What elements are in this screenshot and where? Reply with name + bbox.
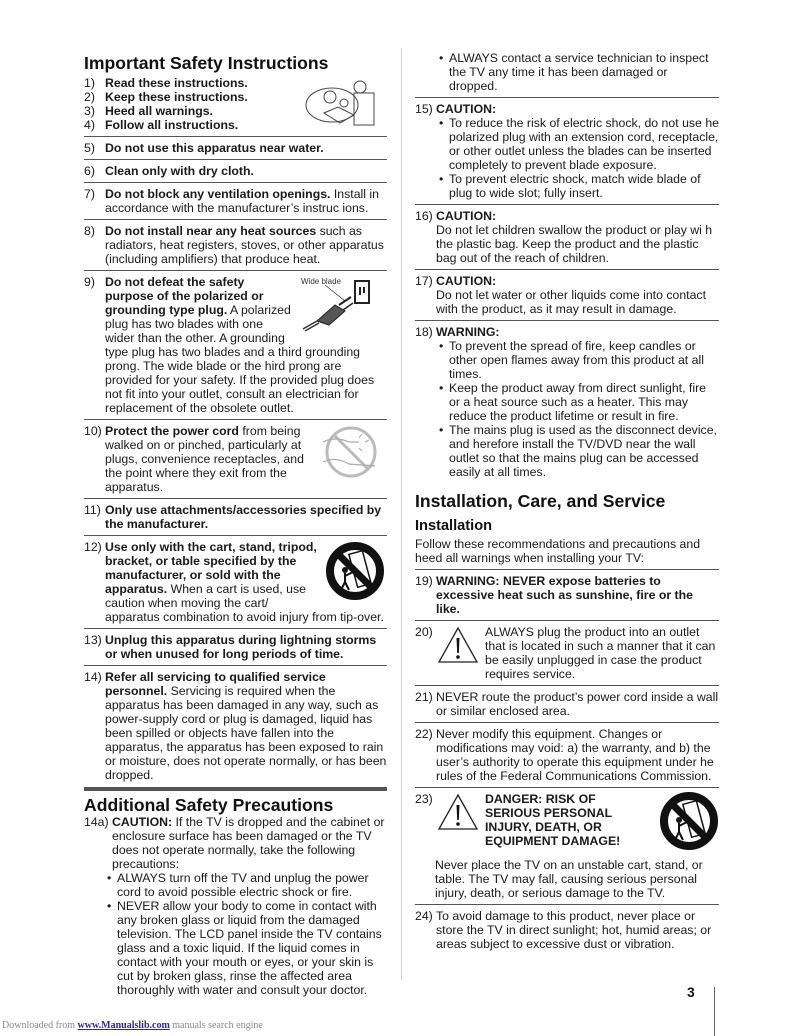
divider [415,904,719,905]
divider [415,569,719,570]
list-item: 2) Keep these instructions. [84,90,248,104]
list-item: 8) Do not install near any heat sources such as radiators, heat registers, stoves, or other apparatus (including amplifiers) that produce heat. [84,224,384,266]
list-item: 23) DANGER: RISK OF SERIOUS PERSONAL INJURY, DEATH, OR EQUIPMENT DAMAGE! Never place the TV on an unstable cart, stand, or table. The TV may fall, causing serious personal injury, death, or serious damage to the TV. [415,792,719,900]
list-item: 14) Refer all servicing to qualified service personnel. Servicing is required when the apparatus has been damaged in any way, such as power-supply cord or plug is damaged, liquid has been spilled or objects have fallen into the apparatus, the apparatus has been exposed to rain or moisture, does not operate normally, or has been dropped. [84,670,387,782]
list-item: 24) To avoid damage to this product, never place or store the TV in direct sunlight; hot, humid areas; or areas subject to excessive dust or vibration. [415,909,712,951]
subsection-title-installation: Installation [415,518,493,534]
pinched-cord-figure [315,424,387,484]
list-item: 4) Follow all instructions. [84,118,239,132]
divider [415,787,719,788]
section-divider [84,787,387,791]
wide-blade-label: Wide blade [301,277,342,286]
divider [84,419,387,420]
family-reading-illustration [302,75,384,137]
divider [415,97,719,98]
list-item: 20) ALWAYS plug the product into an outlet that is located in such a manner that it can be easily unplugged in case the product requires service. [415,625,716,681]
divider [84,182,387,183]
installation-intro: Follow these recommendations and precautions and heed all warnings when installing your TV: [415,537,701,565]
section-title-installation-care-service: Installation, Care, and Service [415,491,666,511]
list-item: 9) Wide blade Do not defeat the safety purpose of the polarized or grounding type plug. A polarized plug has two blades with one wider than the other. A grounding type plug has two blades and a third grounding prong. The wide blade or the hird prong are provided for your safety. If the provided plug does not fit into your outlet, consult an electrician for replacement of the obsolete outlet. [84,275,387,415]
list-item: 10) Protect the power cord from being walked on or pinched, particularly at plugs, convenience receptacles, and the point where they exit from the apparatus. [84,424,387,494]
warning-triangle-icon [437,793,479,831]
divider [415,269,719,270]
list-item: 5) Do not use this apparatus near water. [84,141,324,155]
bullet-list [415,339,719,479]
cart-warning-icon [657,790,721,852]
page-number: 3 [687,984,695,1000]
divider [415,722,719,723]
list-item: 22) Never modify this equipment. Changes or modifications may void: a) the warranty, and b) the user’s authority to operate this equipment under he rules of the Federal Communications Commission. [415,727,714,783]
page-edge-line [714,987,715,1036]
list-item: 1) Read these instructions. [84,76,248,90]
bullet-item: • To reduce the risk of electric shock, do not use he polarized plug with an extension cord, receptacle, or other outlet unless the blades can be inserted completely to prevent blade exposure. [439,116,719,172]
divider [415,620,719,621]
bullet-item: • To prevent electric shock, match wide blade of plug to wide slot; fully insert. [439,172,719,200]
list-item: 14a) CAUTION: If the TV is dropped and the cabinet or enclosure surface has been damaged or the TV does not operate normally, take the following precautions: [84,815,385,871]
bullet-item: • NEVER allow your body to come in contact with any broken glass or liquid from the damaged television. The LCD panel inside the TV contains glass and a toxic liquid. If the liquid comes in contact with your mouth or eyes, or your skin is cut by broken glass, rinse the affected area thoroughly with water and consult your doctor. [107,899,387,997]
bullet-list [415,116,719,200]
bullet-item: • ALWAYS turn off the TV and unplug the power cord to avoid possible electric shock or fire. [107,871,387,899]
divider [84,498,387,499]
divider [84,535,387,536]
polarized-plug-figure [295,275,387,333]
section-title-additional-precautions: Additional Safety Precautions [84,795,334,815]
bullet-list [84,871,387,997]
divider [84,628,387,629]
cart-warning-icon [323,540,387,602]
bullet-item: • To prevent the spread of fire, keep candles or other open flames away from this product at all times. [439,339,719,381]
bullet-item: • Keep the product away from direct sunlight, fire or a heat source such as a heater. This may reduce the product lifetime or result in fire. [439,381,719,423]
plug-icon [295,275,387,333]
list-item: 17) CAUTION: Do not let water or other liquids come into contact with the product, as it may result in damage. [415,274,706,316]
divider [84,270,387,271]
divider [84,159,387,160]
list-item: 19) WARNING: NEVER expose batteries to excessive heat such as sunshine, fire or the like. [415,574,693,616]
list-item: 6) Clean only with dry cloth. [84,164,254,178]
manualslib-link[interactable]: www.Manualslib.com [77,1020,170,1031]
right-column [415,51,719,951]
list-item: 18) WARNING: [415,325,500,339]
no-pinch-cord-icon [315,424,387,484]
cart-tipover-figure [323,540,387,602]
divider [415,685,719,686]
warning-triangle-icon [437,626,479,664]
download-footer: Downloaded from www.Manualslib.com manuals search engine [2,1020,263,1031]
list-item: 11) Only use attachments/accessories specified by the manufacturer. [84,503,382,531]
list-item: 16) CAUTION: Do not let children swallow the product or play wi h the plastic bag. Keep the product and the plastic bag out of the reach of children. [415,209,713,265]
bullet-item: • ALWAYS contact a service technician to inspect the TV any time it has been damaged or dropped. [439,51,719,93]
divider [84,665,387,666]
section-title-important-safety: Important Safety Instructions [84,53,329,73]
list-item: 13) Unplug this apparatus during lightning storms or when unused for long periods of time. [84,633,377,661]
divider [415,320,719,321]
list-item: 21) NEVER route the product’s power cord inside a wall or similar enclosed area. [415,690,719,718]
bullet-list [415,51,719,93]
bullet-item: • The mains plug is used as the disconnect device, and herefore install the TV/DVD near the wall outlet so that the mains plug can be accessed easily at all times. [439,423,719,479]
list-item: 12) Use only with the cart, stand, tripod, bracket, or table specified by the manufacturer, or sold with the apparatus. When a cart is used, use caution when moving the cart/ apparatus combination to avoid injury from tip-over. [84,540,387,624]
column-divider [401,48,402,980]
danger-block [435,792,719,854]
left-column [84,53,387,997]
list-item: 3) Heed all warnings. [84,104,213,118]
danger-heading: DANGER: RISK OF SERIOUS PERSONAL INJURY, DEATH, OR EQUIPMENT DAMAGE! [485,792,621,848]
list-item: 7) Do not block any ventilation openings. Install in accordance with the manufacturer’s instruc ions. [84,187,379,215]
divider [84,219,387,220]
list-item: 15) CAUTION: [415,102,497,116]
divider [415,204,719,205]
